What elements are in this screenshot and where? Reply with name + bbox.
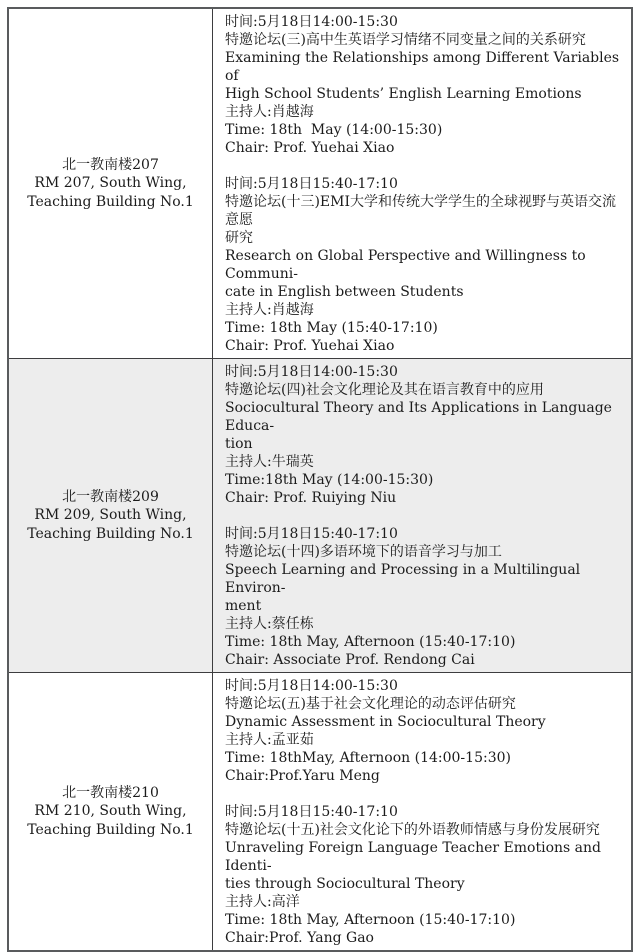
session-title-en: tion (225, 436, 253, 452)
session-block (225, 13, 624, 157)
session-title-cn: 特邀论坛(四)社会文化理论及其在语言教育中的应用 (225, 382, 544, 398)
room-cell-rm209 (9, 359, 213, 672)
session-block (225, 363, 621, 507)
room-building-en: Teaching Building No.1 (27, 193, 194, 210)
room-name-cn: 北一教南楼209 (62, 489, 159, 506)
session-chair-en: Chair: Prof. Ruiying Niu (225, 490, 397, 506)
session-title-en: Speech Learning and Processing in a Multilingual Environ- (225, 562, 585, 596)
session-host-cn: 主持人:孟亚茹 (225, 732, 314, 748)
sessions-cell-rm207 (213, 9, 631, 358)
sessions-cell-rm210 (213, 673, 631, 950)
room-name-en: RM 210, South Wing, (34, 803, 187, 820)
session-host-cn: 主持人:蔡任栋 (225, 616, 314, 632)
session-title-cn: 特邀论坛(十四)多语环境下的语音学习与加工 (225, 544, 502, 560)
session-title-cn: 研究 (225, 230, 253, 246)
session-title-cn: 特邀论坛(三)高中生英语学习情绪不同变量之间的关系研究 (225, 32, 586, 48)
room-name-en: RM 209, South Wing, (34, 507, 187, 524)
session-time-cn: 时间:5月18日15:40-17:10 (225, 526, 398, 542)
session-host-cn: 主持人:肖越海 (225, 302, 314, 318)
session-block (225, 803, 621, 947)
session-time-en: Time: 18th May, Afternoon (15:40-17:10) (225, 634, 516, 650)
session-block (225, 175, 621, 355)
session-time-en: Time: 18th May (14:00-15:30) (225, 122, 443, 138)
session-separator (225, 785, 621, 803)
session-separator (225, 507, 621, 525)
session-title-en: Unraveling Foreign Language Teacher Emotions and Identi- (225, 840, 606, 874)
session-title-en: Examining the Relationships among Different Variables of (225, 50, 624, 84)
session-host-cn: 主持人:牛瑞英 (225, 454, 314, 470)
session-time-cn: 时间:5月18日14:00-15:30 (225, 364, 398, 380)
session-host-cn: 主持人:肖越海 (225, 104, 314, 120)
session-chair-en: Chair: Prof. Yuehai Xiao (225, 140, 395, 156)
room-building-en: Teaching Building No.1 (27, 821, 194, 838)
session-time-en: Time: 18th May, Afternoon (15:40-17:10) (225, 912, 516, 928)
room-name-cn: 北一教南楼210 (62, 785, 159, 802)
session-title-cn: 特邀论坛(十五)社会文化论下的外语教师情感与身份发展研究 (225, 822, 600, 838)
session-title-en: ties through Sociocultural Theory (225, 876, 465, 892)
session-title-en: Dynamic Assessment in Sociocultural Theory (225, 714, 546, 730)
sessions-cell-rm209 (213, 359, 631, 672)
session-time-en: Time: 18thMay, Afternoon (14:00-15:30) (225, 750, 511, 766)
room-name-en: RM 207, South Wing, (34, 175, 187, 192)
session-chair-en: Chair:Prof. Yang Gao (225, 930, 374, 946)
session-chair-en: Chair: Associate Prof. Rendong Cai (225, 652, 475, 668)
room-building-en: Teaching Building No.1 (27, 525, 194, 542)
session-title-en: Sociocultural Theory and Its Applications in Language Educa- (225, 400, 617, 434)
session-title-en: ment (225, 598, 262, 614)
session-time-cn: 时间:5月18日14:00-15:30 (225, 14, 398, 30)
room-cell-rm207 (9, 9, 213, 358)
session-title-cn: 特邀论坛(五)基于社会文化理论的动态评估研究 (225, 696, 516, 712)
session-title-en: Research on Global Perspective and Willingness to Communi- (225, 248, 591, 282)
session-time-en: Time: 18th May (15:40-17:10) (225, 320, 438, 336)
schedule-row-rm210 (9, 672, 631, 950)
session-time-en: Time:18th May (14:00-15:30) (225, 472, 434, 488)
schedule-row-rm207 (9, 9, 631, 358)
session-chair-en: Chair: Prof. Yuehai Xiao (225, 338, 395, 354)
conference-schedule-table (7, 7, 633, 952)
session-chair-en: Chair:Prof.Yaru Meng (225, 768, 380, 784)
session-time-cn: 时间:5月18日15:40-17:10 (225, 176, 398, 192)
session-separator (225, 157, 621, 175)
schedule-row-rm209 (9, 358, 631, 672)
session-title-en: cate in English between Students (225, 284, 464, 300)
session-time-cn: 时间:5月18日14:00-15:30 (225, 678, 398, 694)
session-host-cn: 主持人:高洋 (225, 894, 300, 910)
room-name-cn: 北一教南楼207 (62, 157, 159, 174)
session-time-cn: 时间:5月18日15:40-17:10 (225, 804, 398, 820)
room-cell-rm210 (9, 673, 213, 950)
session-title-en: High School Students’ English Learning Emotions (225, 86, 582, 102)
session-title-cn: 特邀论坛(十三)EMI大学和传统大学学生的全球视野与英语交流意愿 (225, 194, 617, 228)
session-block (225, 525, 621, 669)
session-block (225, 677, 621, 785)
